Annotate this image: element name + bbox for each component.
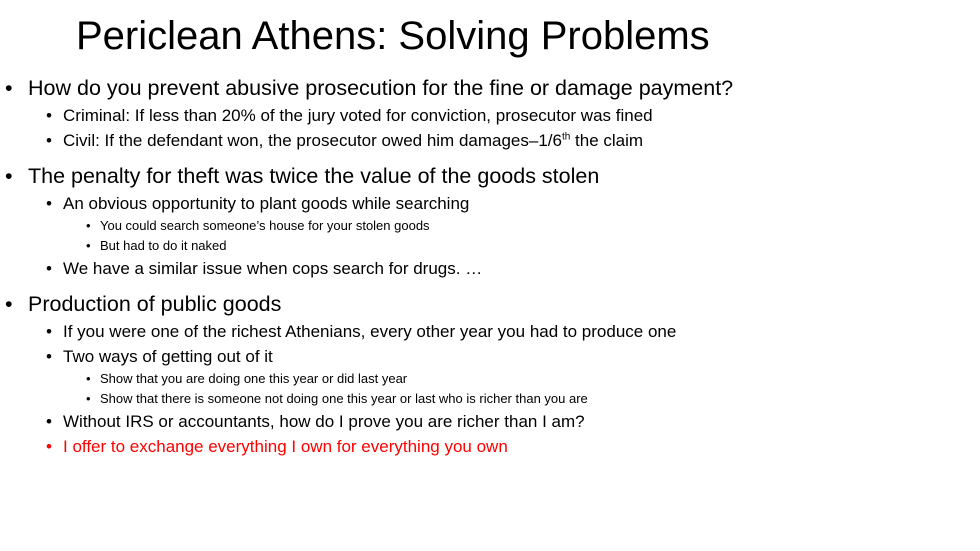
bullet-icon: • [46,194,52,213]
bullet-icon: • [46,131,52,150]
sub-sub-bullet-text: But had to do it naked [100,238,227,253]
sub-sub-bullet-text: Show that there is someone not doing one this year or last who is richer than you are [100,391,588,406]
sub-bullet-text: We have a similar issue when cops search for drugs. … [63,259,483,278]
sub-bullet-text-tail: the claim [570,131,644,150]
sub-sub-bullet-text: You could search someone’s house for your stolen goods [100,218,430,233]
sub-sub-bullet-item [0,389,980,409]
bullet-icon: • [46,106,52,125]
bullet-item [0,162,980,191]
bullet-icon: • [86,238,91,253]
bullet-list [0,74,980,459]
superscript: th [561,131,571,143]
sub-bullet-item [0,256,980,281]
sub-bullet-item [0,409,980,434]
sub-bullet-text: Without IRS or accountants, how do I prove you are richer than I am? [63,412,585,431]
sub-bullet-text: An obvious opportunity to plant goods while searching [63,194,470,213]
sub-bullet-text [63,131,643,150]
sub-bullet-text: Criminal: If less than 20% of the jury voted for conviction, prosecutor was fined [63,106,653,125]
bullet-icon: • [5,292,13,316]
bullet-icon: • [46,322,52,341]
sub-bullet-item [0,344,980,369]
bullet-text: How do you prevent abusive prosecution for the fine or damage payment? [28,76,734,100]
bullet-icon: • [86,371,91,386]
sub-bullet-item [0,128,980,153]
slide-title: Periclean Athens: Solving Problems [76,14,710,58]
bullet-icon: • [86,218,91,233]
bullet-icon: • [46,437,52,456]
bullet-icon: • [5,76,13,100]
bullet-icon: • [46,259,52,278]
bullet-item [0,290,980,319]
bullet-icon: • [5,164,13,188]
bullet-icon: • [86,391,91,406]
sub-bullet-text: If you were one of the richest Athenians, every other year you had to produce one [63,322,677,341]
bullet-text: The penalty for theft was twice the value of the goods stolen [28,164,600,188]
sub-sub-bullet-item [0,369,980,389]
sub-bullet-item [0,319,980,344]
sub-bullet-text-main: Civil: If the defendant won, the prosecutor owed him damages–1/6 [63,131,562,150]
sub-sub-bullet-text: Show that you are doing one this year or did last year [100,371,408,386]
sub-bullet-item [0,103,980,128]
bullet-icon: • [46,347,52,366]
sub-bullet-item [0,191,980,216]
sub-sub-bullet-item [0,236,980,256]
bullet-icon: • [46,412,52,431]
sub-bullet-text: Two ways of getting out of it [63,347,273,366]
sub-sub-bullet-item [0,216,980,236]
highlighted-sub-bullet-item [0,434,980,459]
bullet-item [0,74,980,103]
bullet-text: Production of public goods [28,292,282,316]
highlighted-sub-bullet-text: I offer to exchange everything I own for everything you own [63,437,508,456]
